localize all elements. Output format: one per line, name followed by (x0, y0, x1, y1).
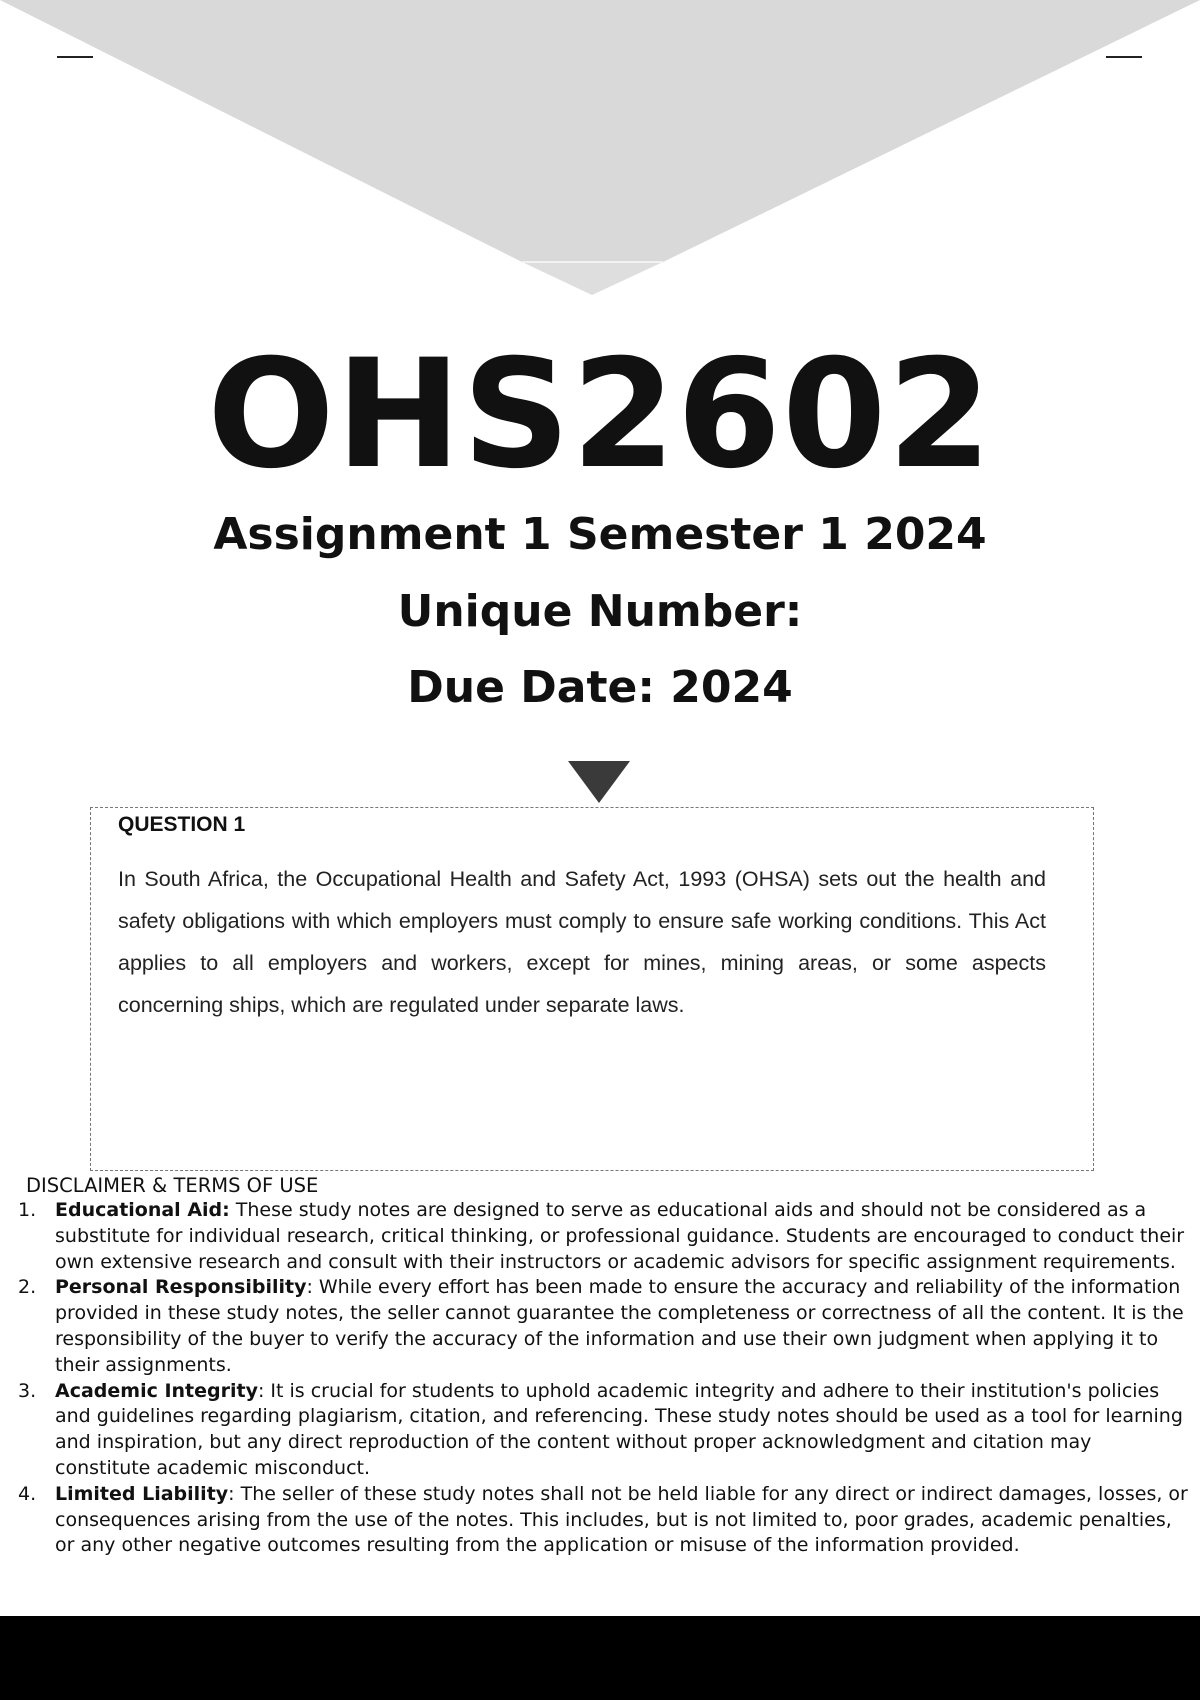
corner-mark-right (1106, 56, 1142, 58)
disclaimer-list (18, 1198, 1188, 1559)
item-number: 3. (18, 1379, 37, 1402)
question-text: In South Africa, the Occupational Health and Safety Act, 1993 (OHSA) sets out the health and safety obligations with which employers must comply to ensure safe working conditions. This Act applies to all employers and workers, except for mines, mining areas, or some aspects concerning ships, which are regulated under separate laws. (118, 867, 1046, 1017)
disclaimer-item (18, 1275, 1188, 1378)
item-text: : The seller of these study notes shall not be held liable for any direct or indirect damages, losses, or consequences arising from the use of the notes. This includes, but is not limited to, poor grades, academic penalties, or any other negative outcomes resulting from the application or misuse of the information provided. (55, 1482, 1188, 1557)
disclaimer-item (18, 1379, 1188, 1482)
item-number: 1. (18, 1199, 37, 1221)
disclaimer-section (18, 1174, 1188, 1559)
item-number: 4. (18, 1482, 37, 1505)
disclaimer-item (18, 1482, 1188, 1559)
item-term: Personal Responsibility (55, 1276, 307, 1299)
item-text: : It is crucial for students to uphold academic integrity and adhere to their institution's policies and guidelines regarding plagiarism, citation, and referencing. These study notes should be used as a tool for learning and inspiration, but any direct reproduction of the content without proper acknowledgment and citation may constitute academic misconduct. (55, 1379, 1183, 1479)
corner-mark-left (57, 56, 93, 58)
down-arrow-icon (568, 761, 630, 803)
due-date-label: Due Date: 2024 (407, 662, 793, 713)
item-number: 2. (18, 1276, 37, 1299)
course-code-title: OHS2602 (207, 328, 993, 502)
item-term: Academic Integrity (55, 1379, 258, 1402)
header-chevron-banner (0, 0, 1200, 300)
assignment-subtitle: Assignment 1 Semester 1 2024 (213, 509, 987, 560)
footer-bar (0, 1616, 1200, 1700)
banner-chevron-tip (522, 262, 663, 295)
item-text: : While every effort has been made to ensure the accuracy and reliability of the information provided in these study notes, the seller cannot guarantee the completeness or correctness of all the content. It is the responsibility of the buyer to verify the accuracy of the information and use their own judgment when applying it to their assignments. (55, 1276, 1184, 1376)
item-term: Limited Liability (55, 1482, 229, 1505)
banner-chevron-shape (0, 0, 1200, 262)
question-box (90, 807, 1094, 1171)
unique-number-label: Unique Number: (397, 586, 803, 637)
disclaimer-title: DISCLAIMER & TERMS OF USE (26, 1174, 319, 1197)
item-term: Educational Aid: (55, 1199, 230, 1221)
disclaimer-item (18, 1198, 1188, 1275)
item-text: These study notes are designed to serve as educational aids and should not be considered as a substitute for individual research, critical thinking, or professional guidance. Students are encouraged to conduct their own extensive research and consult with their instructors or academic advisors for specific assignment requirements. (55, 1199, 1185, 1273)
question-heading: QUESTION 1 (118, 813, 246, 836)
